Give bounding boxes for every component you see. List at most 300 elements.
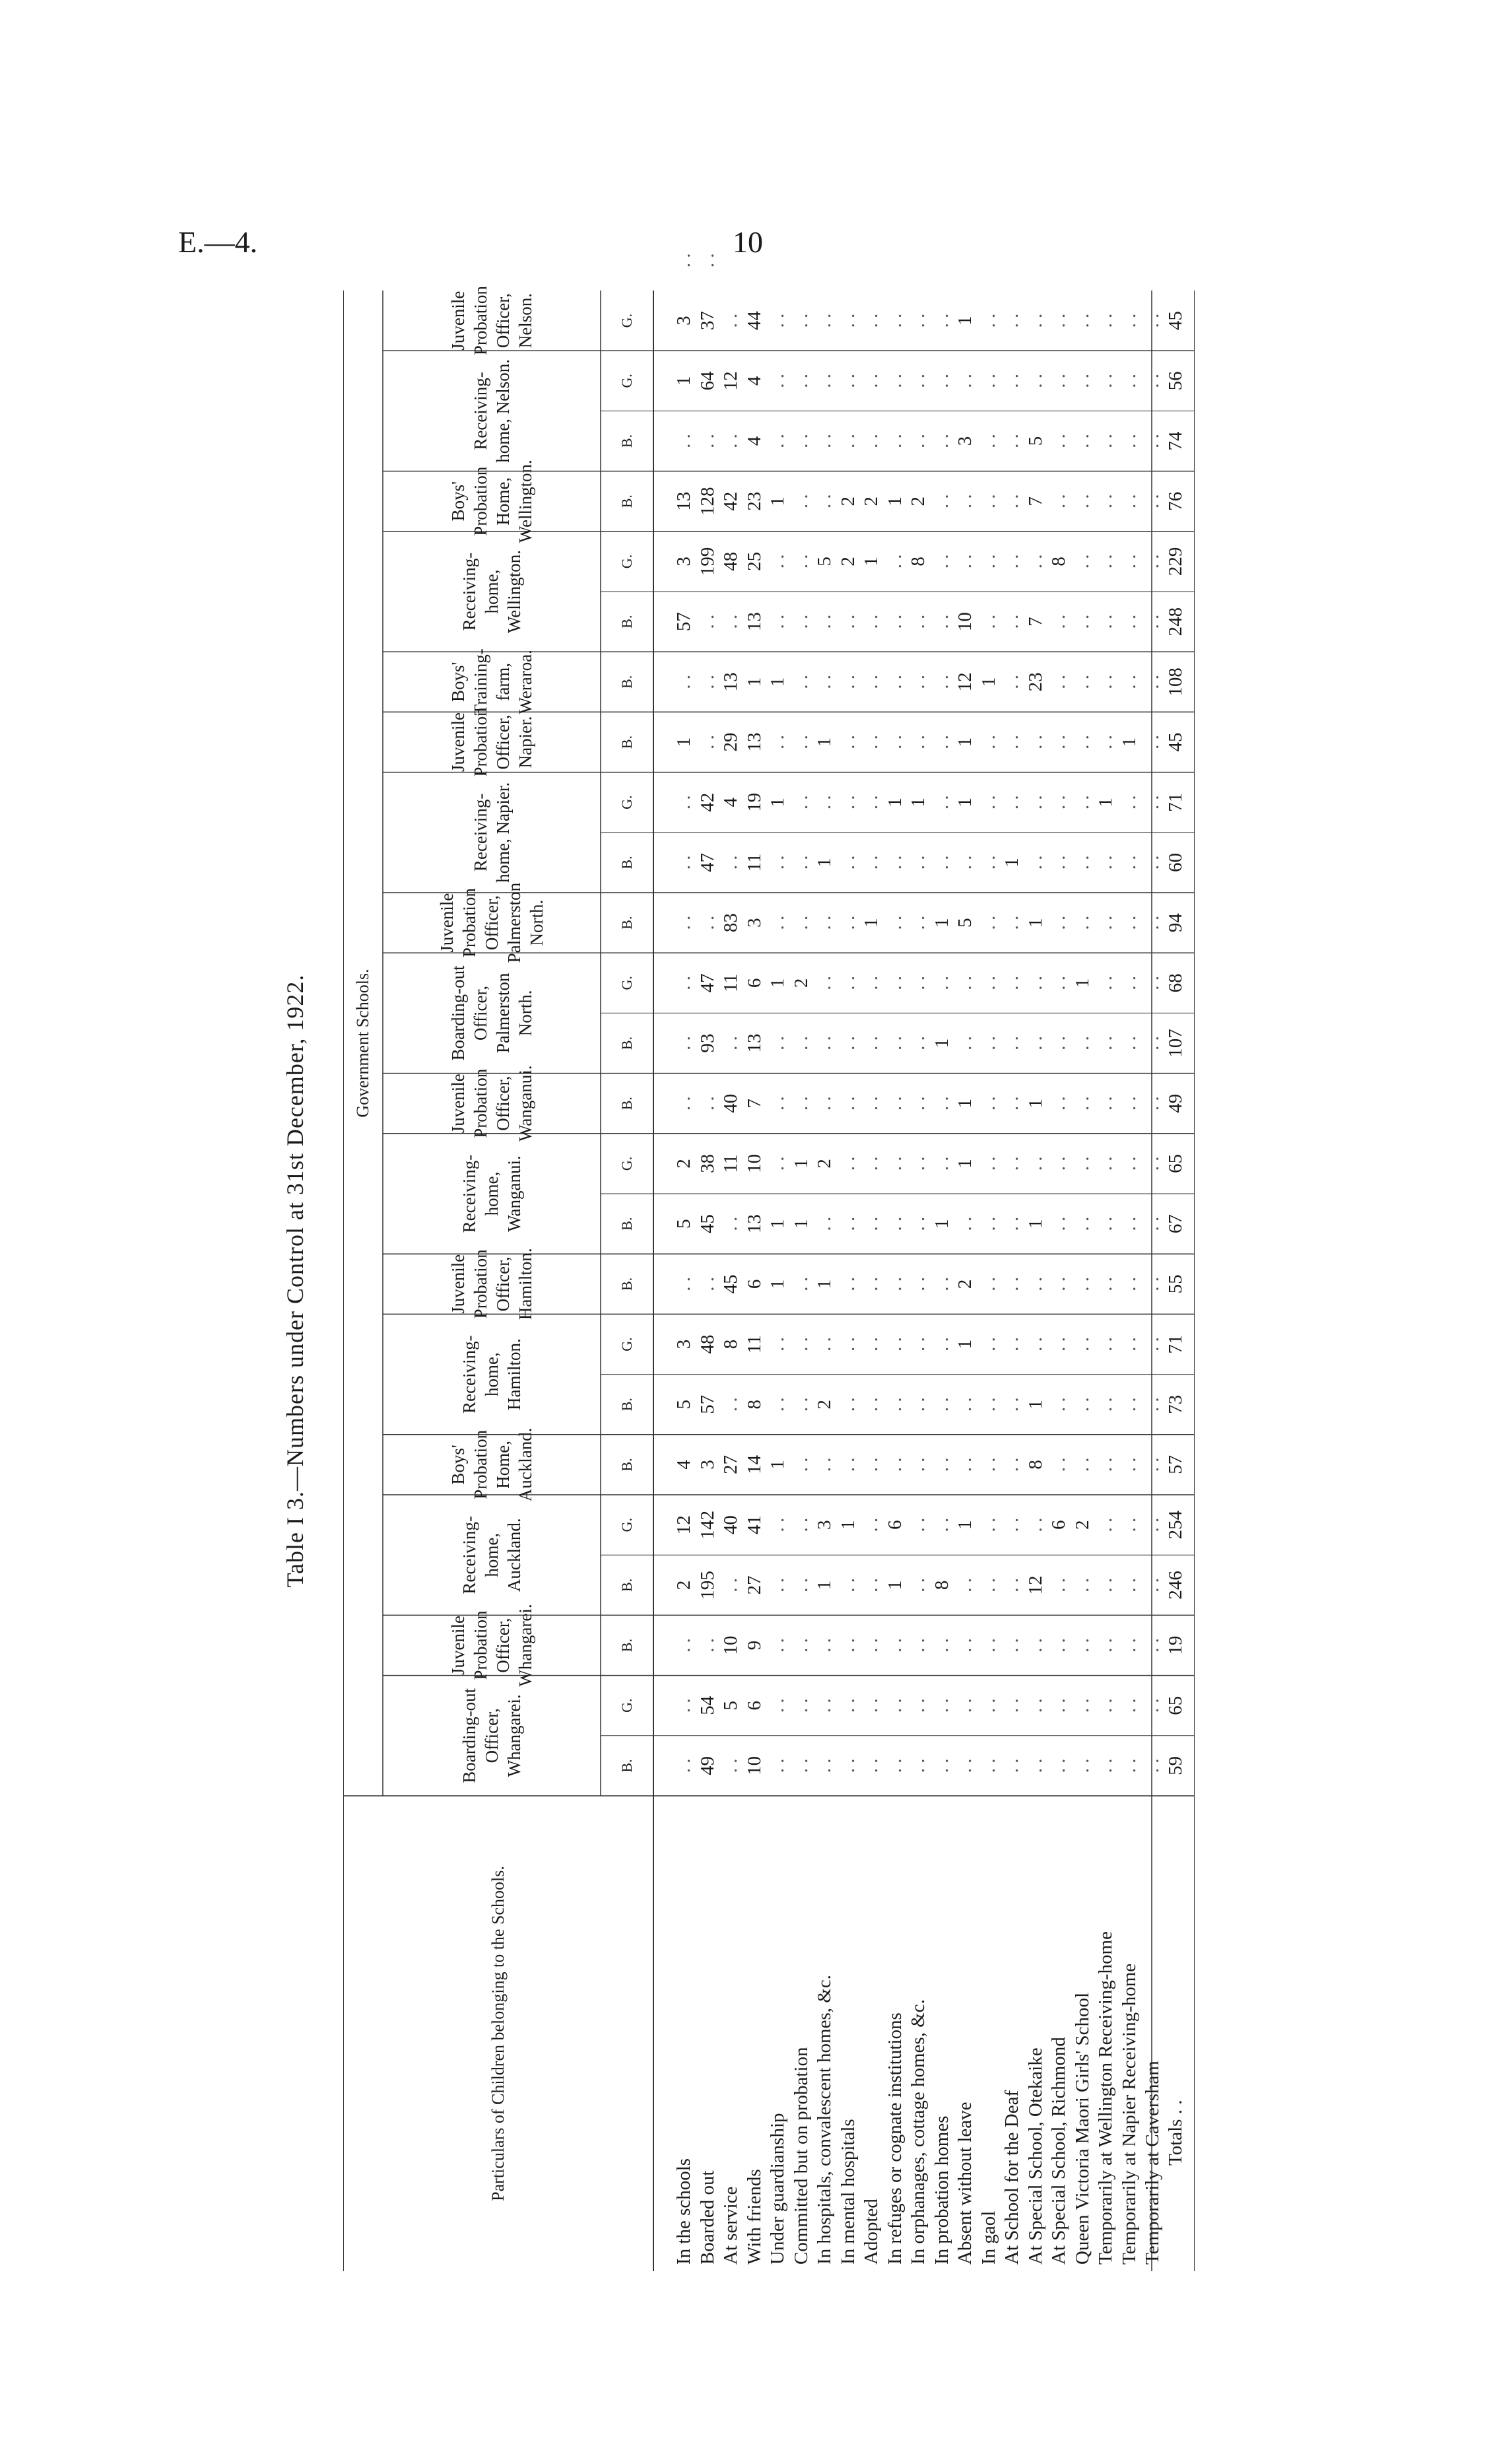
table-cell: 1: [861, 918, 882, 928]
group-heading: Boarding-out Officer, Whangarei.: [459, 1688, 524, 1783]
group-heading: Boarding-out Officer, Palmerston North.: [448, 965, 535, 1061]
sex-subheading: G.: [618, 1337, 635, 1352]
table-cell: . .: [1071, 313, 1093, 328]
row-label: [720, 1802, 742, 2265]
table-cell: . .: [790, 494, 812, 509]
table-cell: . .: [696, 1276, 718, 1291]
total-cell: 76: [1165, 491, 1186, 511]
table-cell: 142: [696, 1510, 718, 1540]
table-cell: . .: [814, 614, 835, 629]
table-cell: . .: [1118, 1156, 1140, 1171]
table-cell: . .: [954, 1397, 976, 1412]
table-cell: . .: [931, 1276, 952, 1291]
table-cell: . .: [1071, 614, 1093, 629]
table-cell: . .: [1024, 554, 1046, 569]
table-cell: 1: [1024, 1219, 1046, 1229]
table-cell: 4: [720, 797, 741, 807]
table-cell: . .: [908, 855, 929, 870]
table-cell: 11: [743, 1335, 765, 1353]
table-cell: . .: [1001, 975, 1022, 990]
table-cell: . .: [931, 1156, 952, 1171]
table-cell: . .: [790, 735, 812, 749]
table-cell: 57: [673, 612, 694, 632]
table-cell: . .: [837, 373, 859, 388]
table-cell: . .: [977, 1638, 999, 1653]
table-cell: . .: [884, 313, 906, 328]
table-cell: . .: [908, 1276, 929, 1291]
table-cell: 23: [1024, 672, 1046, 692]
table-cell: 45: [720, 1274, 741, 1294]
table-cell: . .: [1095, 1457, 1116, 1472]
table-cell: . .: [767, 735, 788, 749]
table-cell: 1: [931, 918, 952, 928]
table-cell: . .: [931, 674, 952, 689]
group-heading: Juvenile Probation Officer, Wanganui.: [448, 1065, 535, 1142]
table-cell: . .: [884, 1036, 906, 1050]
table-cell: . .: [977, 1577, 999, 1592]
row-label-text: Boarded out: [696, 2170, 718, 2265]
table-cell: . .: [1001, 1337, 1022, 1352]
table-cell: . .: [1142, 373, 1163, 388]
table-cell: . .: [1048, 1337, 1069, 1352]
table-cell: . .: [861, 313, 882, 328]
table-cell: . .: [954, 1698, 976, 1713]
row-label: [1001, 1802, 1023, 2265]
table-cell: 13: [673, 491, 694, 511]
total-cell: 74: [1165, 431, 1186, 451]
table-cell: . .: [908, 373, 929, 388]
table-cell: 40: [720, 1093, 741, 1113]
table-cell: 41: [743, 1515, 765, 1535]
table-cell: . .: [1048, 313, 1069, 328]
table-cell: 2: [673, 1159, 694, 1169]
table-cell: . .: [861, 373, 882, 388]
table-cell: . .: [954, 1216, 976, 1231]
row-label: [1048, 1802, 1070, 2265]
table-cell: 11: [743, 853, 765, 872]
table-cell: 7: [743, 1098, 765, 1109]
table-cell: . .: [861, 1036, 882, 1050]
table-cell: 1: [1024, 1098, 1046, 1109]
row-label-text: With friends: [743, 2169, 765, 2265]
table-cell: 49: [696, 1756, 718, 1775]
group-heading: Boys' Training-farm, Weraroa.: [448, 648, 535, 716]
table-cell: . .: [1095, 735, 1116, 749]
table-cell: . .: [1142, 1216, 1163, 1231]
sex-subheading: G.: [618, 313, 635, 328]
table-cell: . .: [1024, 1156, 1046, 1171]
table-cell: . .: [1095, 1698, 1116, 1713]
table-cell: 1: [814, 1580, 835, 1591]
table-cell: . .: [1142, 1096, 1163, 1111]
table-cell: . .: [1118, 1397, 1140, 1412]
table-cell: 128: [696, 487, 718, 516]
table-cell: . .: [908, 1758, 929, 1773]
table-cell: . .: [696, 1638, 718, 1653]
table-cell: . .: [908, 1216, 929, 1231]
table-cell: 47: [696, 973, 718, 993]
table-cell: . .: [1024, 975, 1046, 990]
table-cell: . .: [1118, 1337, 1140, 1352]
table-cell: 4: [743, 436, 765, 446]
table-cell: 2: [1071, 1520, 1093, 1530]
table-cell: . .: [837, 313, 859, 328]
table-cell: . .: [1071, 1276, 1093, 1291]
table-cell: 1: [767, 1460, 788, 1470]
table-cell: . .: [673, 253, 694, 268]
table-cell: . .: [814, 1638, 835, 1653]
table-cell: 64: [696, 371, 718, 391]
table-cell: . .: [1095, 1096, 1116, 1111]
group-heading: Receiving-home, Nelson.: [471, 359, 513, 463]
group-heading: Receiving-home, Napier.: [471, 782, 513, 883]
table-cell: . .: [1048, 1276, 1069, 1291]
table-cell: 1: [931, 1219, 952, 1229]
table-cell: . .: [720, 1036, 741, 1050]
row-label-text: At service: [720, 2186, 741, 2265]
table-cell: . .: [908, 674, 929, 689]
sex-subheading: B.: [618, 1578, 635, 1592]
table-cell: . .: [977, 1096, 999, 1111]
totals-label: Totals . .: [1165, 2100, 1186, 2166]
table-cell: . .: [977, 1216, 999, 1231]
table-cell: . .: [1071, 795, 1093, 810]
table-cell: . .: [954, 975, 976, 990]
table-cell: . .: [1071, 1337, 1093, 1352]
sex-subheading: B.: [618, 1097, 635, 1111]
total-cell: 71: [1165, 792, 1186, 812]
group-heading: Juvenile Probation Officer, Hamilton.: [448, 1248, 535, 1320]
table-cell: . .: [931, 614, 952, 629]
sex-subheading: B.: [618, 1759, 635, 1773]
table-cell: 14: [743, 1454, 765, 1474]
table-cell: 1: [977, 677, 999, 687]
table-cell: . .: [884, 554, 906, 569]
table-cell: . .: [1048, 735, 1069, 749]
table-cell: . .: [814, 1698, 835, 1713]
table-cell: 8: [743, 1399, 765, 1410]
table-cell: . .: [1071, 1096, 1093, 1111]
table-cell: . .: [814, 313, 835, 328]
table-cell: . .: [814, 373, 835, 388]
table-cell: . .: [931, 975, 952, 990]
table-cell: . .: [720, 614, 741, 629]
table-cell: . .: [790, 554, 812, 569]
table-cell: . .: [814, 1096, 835, 1111]
table-cell: . .: [790, 614, 812, 629]
table-cell: . .: [954, 1638, 976, 1653]
table-cell: . .: [861, 1397, 882, 1412]
table-cell: . .: [1142, 674, 1163, 689]
table-cell: 1: [954, 1159, 976, 1169]
table-cell: . .: [1071, 1638, 1093, 1653]
table-cell: 8: [908, 557, 929, 566]
table-cell: . .: [908, 1337, 929, 1352]
table-cell: . .: [1024, 1698, 1046, 1713]
sex-subheading: B.: [618, 495, 635, 508]
table-cell: . .: [954, 855, 976, 870]
table-cell: 6: [743, 1700, 765, 1711]
table-cell: . .: [673, 1638, 694, 1653]
table-cell: 1: [954, 1098, 976, 1109]
table-cell: . .: [977, 915, 999, 930]
table-cell: . .: [861, 1216, 882, 1231]
table-cell: . .: [861, 1096, 882, 1111]
table-cell: 1: [954, 1520, 976, 1530]
table-cell: . .: [790, 1517, 812, 1532]
total-cell: 19: [1165, 1635, 1186, 1655]
table-cell: . .: [673, 795, 694, 810]
sex-subheading: B.: [618, 615, 635, 629]
table-cell: . .: [1095, 1156, 1116, 1171]
table-cell: . .: [908, 1577, 929, 1592]
table-cell: . .: [767, 1156, 788, 1171]
table-cell: 4: [743, 376, 765, 386]
row-label: [861, 1802, 882, 2265]
table-cell: . .: [1048, 795, 1069, 810]
table-cell: . .: [1001, 1457, 1022, 1472]
table-cell: . .: [790, 795, 812, 810]
table-cell: . .: [861, 674, 882, 689]
table-cell: . .: [884, 1216, 906, 1231]
table-cell: . .: [908, 735, 929, 749]
table-cell: 5: [720, 1700, 741, 1711]
table-cell: 12: [954, 672, 976, 692]
table-cell: 5: [814, 557, 835, 566]
table-cell: . .: [908, 975, 929, 990]
table-cell: 13: [720, 672, 741, 692]
table-cell: . .: [1001, 735, 1022, 749]
table-cell: . .: [673, 674, 694, 689]
table-cell: . .: [884, 1096, 906, 1111]
table-cell: . .: [1071, 1216, 1093, 1231]
table-cell: . .: [696, 1096, 718, 1111]
table-cell: 1: [673, 376, 694, 386]
table-cell: . .: [1024, 1276, 1046, 1291]
total-cell: 108: [1165, 667, 1186, 697]
table-cell: . .: [790, 373, 812, 388]
table-cell: . .: [908, 614, 929, 629]
table-cell: . .: [1048, 1577, 1069, 1592]
table-cell: 11: [720, 973, 741, 992]
table-cell: 29: [720, 732, 741, 752]
table-cell: . .: [814, 434, 835, 448]
total-cell: 45: [1165, 311, 1186, 331]
table-cell: . .: [884, 1397, 906, 1412]
sex-subheading: G.: [618, 976, 635, 990]
table-cell: 48: [696, 1334, 718, 1354]
table-cell: . .: [1118, 1758, 1140, 1773]
table-cell: . .: [790, 674, 812, 689]
table-cell: . .: [837, 1758, 859, 1773]
table-cell: . .: [1095, 554, 1116, 569]
table-cell: . .: [790, 1758, 812, 1773]
table-cell: . .: [673, 1036, 694, 1050]
sex-subheading: B.: [618, 735, 635, 749]
sex-subheading: B.: [618, 1458, 635, 1472]
table-cell: . .: [1024, 1517, 1046, 1532]
table-cell: . .: [1142, 313, 1163, 328]
table-cell: . .: [1118, 373, 1140, 388]
table-cell: 13: [743, 612, 765, 632]
table-cell: . .: [1048, 1397, 1069, 1412]
table-cell: . .: [931, 554, 952, 569]
table-cell: 2: [837, 557, 859, 566]
table-cell: . .: [837, 1216, 859, 1231]
group-heading: Receiving-home, Wanganui.: [459, 1154, 524, 1233]
sex-subheading: B.: [618, 1638, 635, 1653]
table-cell: . .: [861, 1337, 882, 1352]
table-cell: . .: [861, 855, 882, 870]
sex-subheading: G.: [618, 1156, 635, 1171]
table-cell: . .: [1142, 735, 1163, 749]
table-cell: . .: [1071, 373, 1093, 388]
table-cell: 2: [814, 1159, 835, 1169]
table-cell: . .: [931, 1096, 952, 1111]
table-cell: . .: [767, 1036, 788, 1050]
sex-subheading: G.: [618, 1698, 635, 1713]
table-cell: . .: [1071, 1758, 1093, 1773]
table-cell: . .: [790, 1036, 812, 1050]
table-cell: . .: [1118, 1276, 1140, 1291]
table-cell: 1: [767, 1279, 788, 1289]
table-cell: 1: [1071, 978, 1093, 988]
table-cell: . .: [837, 614, 859, 629]
table-cell: 8: [1024, 1460, 1046, 1470]
table-cell: . .: [1001, 1276, 1022, 1291]
table-cell: . .: [790, 1096, 812, 1111]
table-cell: . .: [1024, 373, 1046, 388]
table-cell: . .: [814, 674, 835, 689]
row-label: [814, 1802, 836, 2265]
table-cell: . .: [837, 1036, 859, 1050]
table-cell: . .: [814, 1216, 835, 1231]
sex-subheading: B.: [618, 916, 635, 930]
table-cell: . .: [1001, 614, 1022, 629]
table-cell: . .: [1001, 373, 1022, 388]
table-cell: . .: [673, 434, 694, 448]
total-cell: 45: [1165, 732, 1186, 752]
table-cell: . .: [790, 1397, 812, 1412]
statistics-table: [343, 253, 1195, 2271]
table-cell: . .: [931, 1517, 952, 1532]
group-heading: Juvenile Probation Officer, Palmerston North.: [437, 882, 546, 963]
table-cell: . .: [1142, 1156, 1163, 1171]
table-cell: . .: [1071, 1457, 1093, 1472]
table-cell: 1: [954, 1339, 976, 1350]
table-cell: . .: [1048, 1698, 1069, 1713]
row-label: [1119, 1802, 1141, 2265]
table-cell: . .: [884, 1156, 906, 1171]
row-label-text: Adopted: [861, 2199, 882, 2265]
table-cell: . .: [1142, 1276, 1163, 1291]
table-cell: . .: [954, 494, 976, 509]
row-label-text: At Special School, Otekaike: [1024, 2047, 1046, 2265]
table-cell: . .: [673, 1758, 694, 1773]
total-cell: 107: [1165, 1029, 1186, 1058]
table-cell: . .: [1118, 1457, 1140, 1472]
table-cell: . .: [1024, 795, 1046, 810]
table-cell: 27: [720, 1454, 741, 1474]
total-cell: 67: [1165, 1214, 1186, 1234]
table-cell: 48: [720, 551, 741, 571]
table-cell: . .: [790, 1457, 812, 1472]
table-cell: . .: [977, 1698, 999, 1713]
table-cell: . .: [977, 313, 999, 328]
table-cell: 38: [696, 1153, 718, 1173]
table-cell: . .: [1048, 1758, 1069, 1773]
table-cell: . .: [1118, 1517, 1140, 1532]
table-cell: . .: [1095, 1517, 1116, 1532]
table-cell: 1: [767, 797, 788, 807]
table-cell: 3: [743, 918, 765, 928]
table-cell: . .: [1024, 1638, 1046, 1653]
table-cell: . .: [837, 1276, 859, 1291]
table-cell: 45: [696, 1214, 718, 1234]
table-cell: 93: [696, 1033, 718, 1053]
table-cell: . .: [837, 1156, 859, 1171]
table-cell: . .: [884, 1337, 906, 1352]
table-cell: 3: [696, 1460, 718, 1470]
table-cell: . .: [1071, 1577, 1093, 1592]
table-cell: . .: [1118, 1216, 1140, 1231]
table-cell: . .: [931, 735, 952, 749]
table-cell: . .: [1071, 674, 1093, 689]
table-cell: . .: [1048, 855, 1069, 870]
table-cell: 1: [884, 797, 906, 807]
table-cell: 7: [1024, 496, 1046, 506]
government-schools-heading: Government Schools.: [353, 969, 372, 1118]
table-cell: . .: [1095, 975, 1116, 990]
table-cell: . .: [1095, 1036, 1116, 1050]
table-cell: . .: [1118, 434, 1140, 448]
table-cell: . .: [931, 1698, 952, 1713]
table-cell: . .: [767, 1096, 788, 1111]
row-label-text: In mental hospitals: [837, 2119, 859, 2265]
table-cell: . .: [861, 795, 882, 810]
table-cell: . .: [767, 373, 788, 388]
table-cell: . .: [696, 614, 718, 629]
table-cell: . .: [1071, 1698, 1093, 1713]
table-cell: . .: [884, 1758, 906, 1773]
table-cell: . .: [1048, 373, 1069, 388]
table-cell: . .: [884, 975, 906, 990]
table-cell: . .: [861, 1517, 882, 1532]
group-heading: Juvenile Probation Officer, Whangarei.: [448, 1604, 535, 1687]
table-cell: 1: [743, 677, 765, 687]
table-cell: . .: [1118, 975, 1140, 990]
sex-subheading: B.: [618, 1036, 635, 1050]
table-cell: 1: [1118, 737, 1140, 747]
table-cell: . .: [1071, 915, 1093, 930]
table-cell: . .: [977, 1758, 999, 1773]
table-cell: . .: [884, 1457, 906, 1472]
row-label: [1095, 1802, 1117, 2265]
row-label-text: In gaol: [977, 2210, 999, 2265]
table-cell: . .: [814, 975, 835, 990]
table-cell: 1: [837, 1520, 859, 1530]
row-label: [791, 1802, 812, 2265]
table-cell: . .: [1071, 434, 1093, 448]
table-cell: . .: [977, 1457, 999, 1472]
table-cell: . .: [1001, 915, 1022, 930]
table-cell: 1: [861, 557, 882, 566]
table-cell: . .: [1001, 1517, 1022, 1532]
total-cell: 65: [1165, 1153, 1186, 1173]
table-cell: . .: [1001, 1036, 1022, 1050]
table-cell: . .: [837, 1096, 859, 1111]
caption-title: Numbers under Control at 31st December, 1922.: [282, 974, 308, 1466]
